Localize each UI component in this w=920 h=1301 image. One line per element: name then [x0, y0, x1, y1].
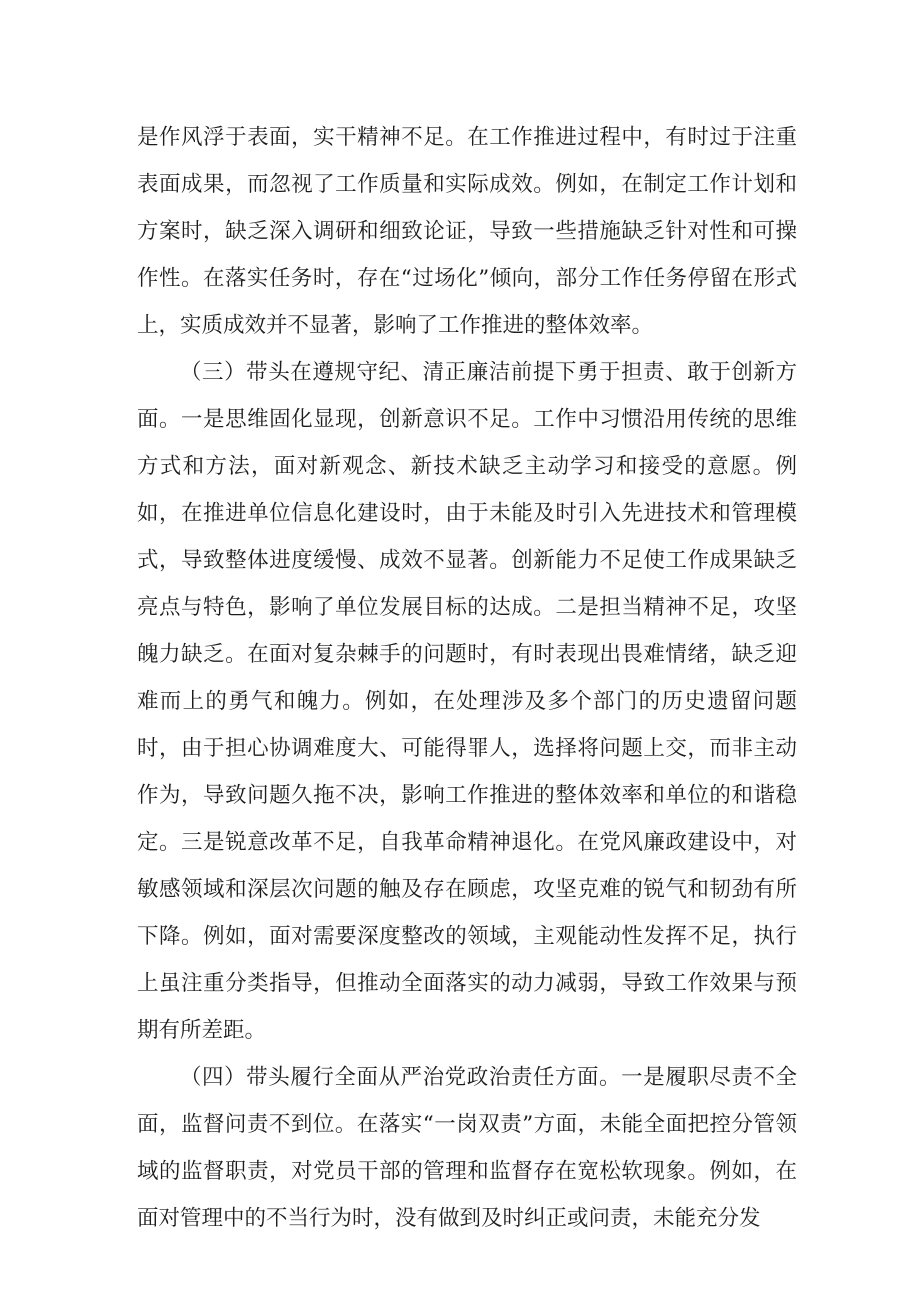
paragraph-section-three: （三）带头在遵规守纪、清正廉洁前提下勇于担责、敢于创新方面。一是思维固化显现，创新意识不足。工作中习惯沿用传统的思维方式和方法，面对新观念、新技术缺乏主动学习和接受的意愿。例如，在推进单位信息化建设时，由于未能及时引入先进技术和管理模式，导致整体进度缓慢、成效不显著。创新能力不足使工作成果缺乏亮点与特色，影响了单位发展目标的达成。二是担当精神不足，攻坚魄力缺乏。在面对复杂棘手的问题时，有时表现出畏难情绪，缺乏迎难而上的勇气和魄力。例如，在处理涉及多个部门的历史遗留问题时，由于担心协调难度大、可能得罪人，选择将问题上交，而非主动作为，导致问题久拖不决，影响工作推进的整体效率和单位的和谐稳定。三是锐意改革不足，自我革命精神退化。在党风廉政建设中，对敏感领域和深层次问题的触及存在顾虑，攻坚克难的锐气和韧劲有所下降。例如，面对需要深度整改的领域，主观能动性发挥不足，执行上虽注重分类指导，但推动全面落实的动力减弱，导致工作效果与预期有所差距。: [137, 360, 797, 1043]
paragraph-work-style: 是作风浮于表面，实干精神不足。在工作推进过程中，有时过于注重表面成果，而忽视了工作质量和实际成效。例如，在制定工作计划和方案时，缺乏深入调研和细致论证，导致一些措施缺乏针对性和可操作性。在落实任务时，存在“过场化”倾向，部分工作任务停留在形式上，实质成效并不显著，影响了工作推进的整体效率。: [137, 125, 797, 338]
document-body: [137, 114, 797, 1242]
paragraph-section-four: （四）带头履行全面从严治党政治责任方面。一是履职尽责不全面，监督问责不到位。在落实“一岗双责”方面，未能全面把控分管领域的监督职责，对党员干部的管理和监督存在宽松软现象。例如，在面对管理中的不当行为时，没有做到及时纠正或问责，未能充分发: [137, 1065, 797, 1231]
